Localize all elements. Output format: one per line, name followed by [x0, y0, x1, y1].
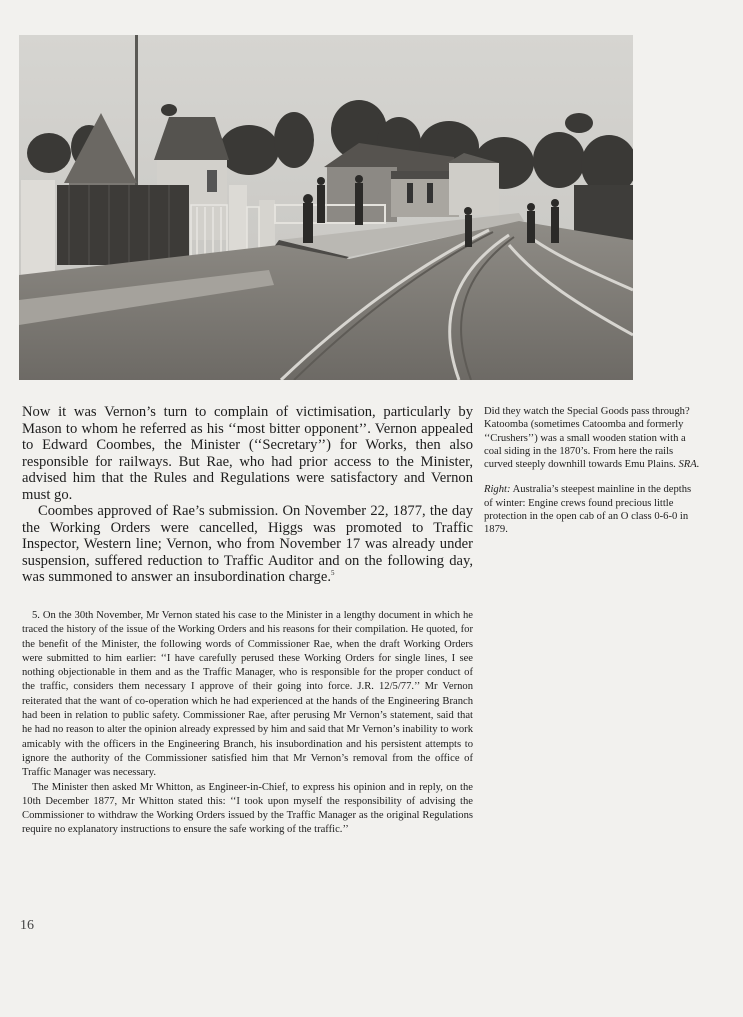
- footnote-ref: 5: [330, 569, 335, 578]
- main-article-text: [22, 404, 473, 586]
- paragraph-1: Now it was Vernon’s turn to complain of victimisation, particularly by Mason to whom he referred as his ‘‘most bitter opponent’’. Vernon appealed to Edward Coombes, the Minister (‘‘Secretary’’) for Works, then also responsible for railways. But Rae, who had prior access to the Minister, advised him that the Rules and Regulations were satisfactory and Vernon must go.: [22, 404, 473, 503]
- photo-captions: [484, 405, 702, 549]
- caption-2-text: Australia’s steepest mainline in the depths of winter: Engine crews found precious little protection in the open cab of an O class 0-6-0 in 1879.: [484, 484, 692, 536]
- footnote-paragraph-1: 5. On the 30th November, Mr Vernon stated his case to the Minister in a lengthy document in which he traced the history of the issue of the Working Orders and his reasons for their compilation. He quoted, for the benefit of the Minister, the following words of Commissioner Rae, when the draft Working Orders were submitted to him earlier: ‘‘I have carefully perused these Working Orders for single lines, I see nothing objectionable in them and as the Traffic Manager, who is responsible for the proper conduct of the traffic, considers them necessary I approve of their going into force. J.R. 12/5/77.’’ Mr Vernon reiterated that the want of co-operation which he had experienced at the hands of the Engineering Branch had been in relation to public safety. Commissioner Rae, after perusing Mr Vernon’s statement, said that he had no reason to alter the opinion already expressed by him and said that Mr Vernon’s inability to work amicably with the officers in the Engineering Branch, his insubordination and his persistent attempts to ignore the authority of the Commissioner satisfied him that Mr Vernon’s removal from the office of Traffic Manager was necessary.: [22, 610, 473, 779]
- caption-1-text: Did they watch the Special Goods pass through? Katoomba (sometimes Catoomba and formerly ‘‘Crushers’’) was a small wooden station with a coal siding in the 1870’s. From here the rails curved steeply downhill towards Emu Plains.: [484, 406, 690, 471]
- page-number: 16: [20, 918, 34, 933]
- paragraph-2: [22, 503, 473, 586]
- footnote-paragraph-2: The Minister then asked Mr Whitton, as Engineer-in-Chief, to express his opinion and in reply, on the 10th December 1877, Mr Whitton stated this: ‘‘I took upon myself the responsibility of advising the Commissioner to withdraw the Working Orders issued by the Traffic Manager as the original Regulations require no explanatory instructions to ensure the safe working of the traffic.’’: [22, 781, 473, 836]
- paragraph-2-text: Coombes approved of Rae’s submission. On November 22, 1877, the day the Working Orders were cancelled, Higgs was promoted to Traffic Inspector, Western line; Vernon, who from November 17 was already under suspension, suffered reduction to Traffic Auditor and on the following day, was summoned to answer an insubordination charge.: [22, 503, 473, 585]
- caption-left-photo: [484, 405, 702, 471]
- railway-station-photograph-icon: [19, 35, 633, 380]
- station-photograph: [19, 35, 633, 380]
- caption-right-photo: [484, 483, 702, 536]
- footnote-5: [22, 609, 473, 838]
- caption-1-credit: SRA.: [678, 459, 700, 471]
- caption-2-label: Right:: [484, 484, 511, 496]
